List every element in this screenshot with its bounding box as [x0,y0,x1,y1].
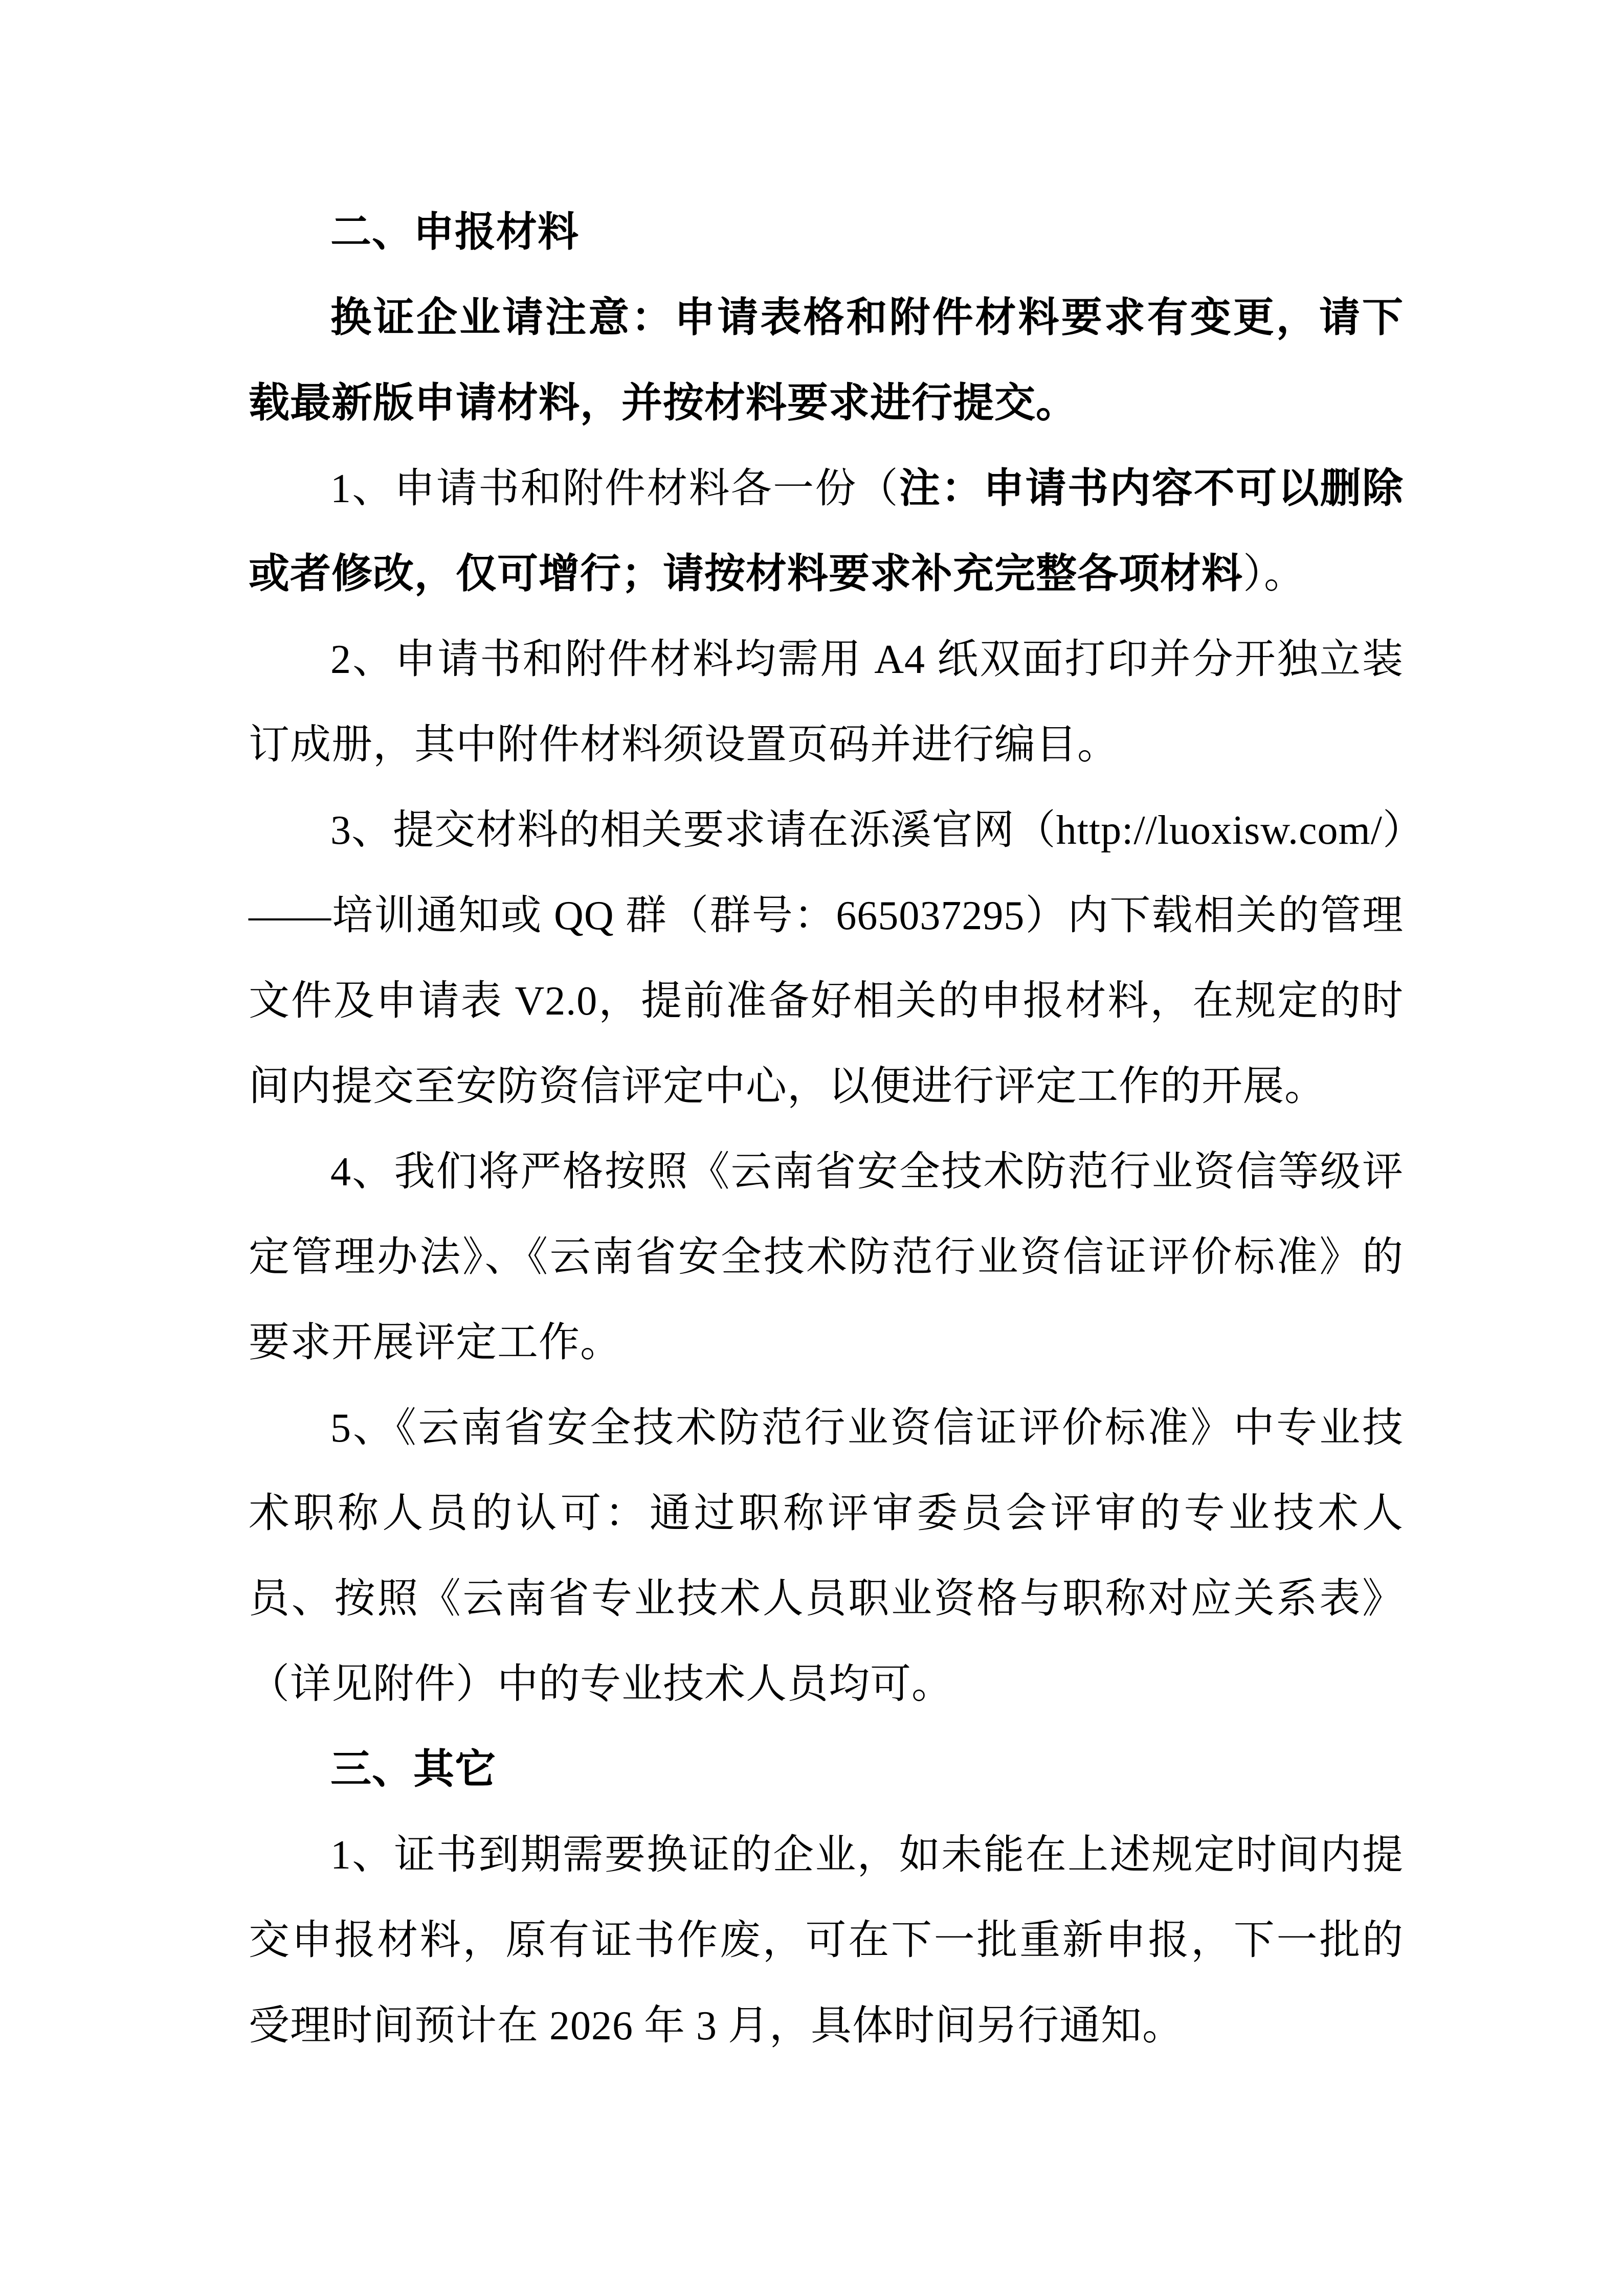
document-body [249,190,1404,2069]
item-1-prefix-text: 1、申请书和附件材料各一份（ [330,466,899,511]
paragraph-item-5: 5、《云南省安全技术防范行业资信证评价标准》中专业技术职称人员的认可：通过职称评审委员会评审的专业技术人员、按照《云南省专业技术人员职业资格与职称对应关系表》（详见附件）中的专业技术人员均可。 [249,1406,1404,1707]
item-1-suffix-text: ）。 [1243,552,1305,597]
paragraph-item-1 [249,446,1404,617]
paragraph-item-4: 4、我们将严格按照《云南省安全技术防范行业资信等级评定管理办法》、《云南省安全技术防范行业资信证评价标准》的要求开展评定工作。 [249,1150,1404,1365]
section-heading-other: 三、其它 [330,1747,496,1792]
paragraph-item-2: 2、申请书和附件材料均需用 A4 纸双面打印并分开独立装订成册，其中附件材料须设置页码并进行编目。 [249,637,1404,768]
section-heading-materials: 二、申报材料 [330,210,579,255]
item-1-bold-note: 注：申请书内容不可以删除或者修改，仅可增行；请按材料要求补充完整各项材料 [249,466,1404,597]
paragraph-other-item-1: 1、证书到期需要换证的企业，如未能在上述规定时间内提交申报材料，原有证书作废，可在下一批重新申报，下一批的受理时间预计在 2026 年 3 月，具体时间另行通知。 [249,1833,1404,2049]
paragraph-item-3: 3、提交材料的相关要求请在泺溪官网（http://luoxisw.com/）——培训通知或 QQ 群（群号：665037295）内下载相关的管理文件及申请表 V2.0，提前准备好相关的申报材料，在规定的时间内提交至安防资信评定中心，以便进行评定工作的开展。 [249,808,1404,1109]
paragraph-renewal-notice: 换证企业请注意：申请表格和附件材料要求有变更，请下载最新版申请材料，并按材料要求进行提交。 [249,296,1404,426]
